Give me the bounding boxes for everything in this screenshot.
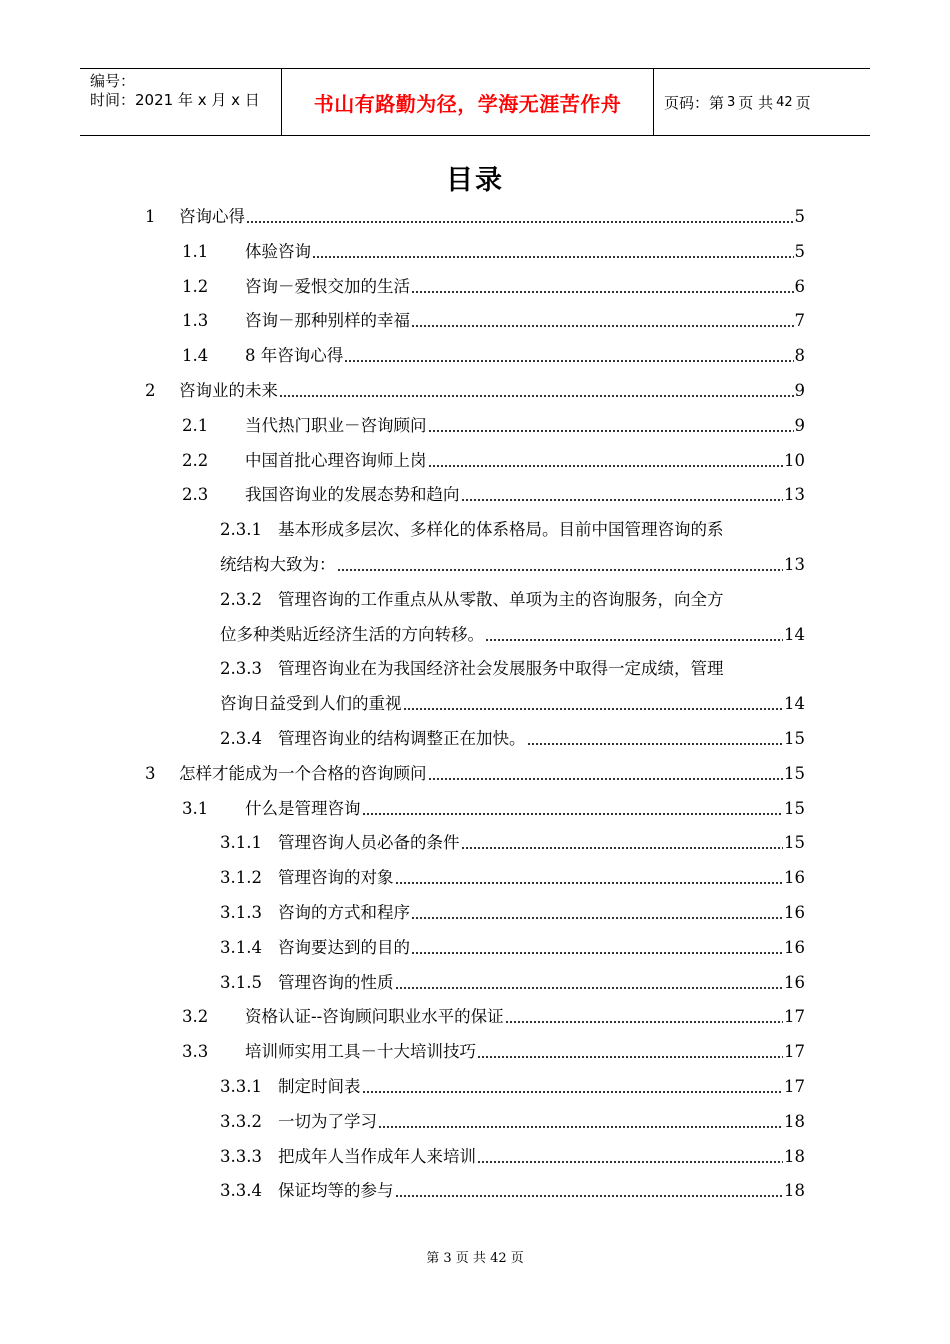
toc-entry-text: 咨询的方式和程序 bbox=[278, 903, 410, 922]
toc-entry-page: 13 bbox=[784, 555, 805, 574]
toc-entry[interactable] bbox=[182, 343, 805, 369]
footer-prefix: 第 bbox=[426, 1251, 440, 1266]
toc-dot-leader bbox=[411, 290, 794, 294]
toc-entry-page: 15 bbox=[784, 833, 805, 853]
toc-entry[interactable] bbox=[145, 761, 805, 787]
toc-entry-number: 2.3.2 bbox=[220, 589, 262, 609]
toc-entry-text: 资格认证--咨询顾问职业水平的保证 bbox=[245, 1007, 504, 1027]
toc-entry-page: 15 bbox=[784, 798, 805, 818]
toc-dot-leader bbox=[246, 220, 794, 224]
toc-entry-page: 5 bbox=[794, 207, 805, 226]
toc-dot-leader bbox=[279, 394, 794, 398]
toc-entry-text: 管理咨询业在为我国经济社会发展服务中取得一定成绩，管理 bbox=[278, 659, 724, 679]
toc-entry-number: 3.3.3 bbox=[220, 1146, 262, 1166]
toc-dot-leader bbox=[378, 1125, 783, 1129]
toc-dot-leader bbox=[428, 429, 794, 433]
toc-entry-number: 1.3 bbox=[182, 311, 209, 331]
toc-entry-page: 5 bbox=[794, 241, 805, 261]
toc-entry-text: 管理咨询业的结构调整正在加快。 bbox=[278, 729, 526, 748]
toc-entry[interactable] bbox=[220, 935, 805, 961]
toc-entry-line1[interactable] bbox=[220, 656, 805, 682]
toc-dot-leader bbox=[395, 986, 784, 990]
toc-entry-page: 10 bbox=[784, 450, 805, 470]
toc-entry-line2[interactable] bbox=[220, 552, 805, 578]
toc-dot-leader bbox=[362, 1090, 784, 1094]
toc-entry-number: 3.1 bbox=[182, 798, 209, 818]
toc-entry-number: 3.1.2 bbox=[220, 868, 262, 888]
toc-entry-number: 1.1 bbox=[182, 241, 209, 261]
toc-entry[interactable] bbox=[220, 830, 805, 856]
toc-entry-page: 14 bbox=[784, 624, 805, 644]
toc-entry-page: 17 bbox=[784, 1007, 805, 1027]
toc-entry[interactable] bbox=[182, 274, 805, 300]
toc-entry-text: 制定时间表 bbox=[278, 1077, 361, 1096]
toc-entry-page: 18 bbox=[784, 1181, 805, 1201]
toc-entry-text: 怎样才能成为一个合格的咨询顾问 bbox=[179, 763, 427, 783]
toc-entry-number: 3.1.4 bbox=[220, 937, 262, 957]
toc-entry[interactable] bbox=[220, 865, 805, 891]
toc-entry-number: 3.3.1 bbox=[220, 1077, 262, 1096]
toc-entry-page: 8 bbox=[794, 346, 805, 366]
toc-entry[interactable] bbox=[182, 482, 805, 508]
toc-entry-number: 2.3 bbox=[182, 485, 209, 505]
header-motto-cell bbox=[282, 69, 654, 135]
toc-entry-text-continued: 位多种类贴近经济生活的方向转移。 bbox=[220, 624, 484, 644]
toc-entry-page: 16 bbox=[784, 868, 805, 888]
toc-dot-leader bbox=[395, 881, 784, 885]
header-page-total: 42 bbox=[776, 94, 793, 110]
toc-entry[interactable] bbox=[182, 448, 805, 474]
toc-entry[interactable] bbox=[182, 1039, 805, 1065]
toc-entry-text: 管理咨询的工作重点从从零散、单项为主的咨询服务，向全方 bbox=[278, 589, 724, 609]
toc-entry[interactable] bbox=[182, 413, 805, 439]
toc-entry-text: 把成年人当作成年人来培训 bbox=[278, 1146, 476, 1166]
toc-entry-page: 15 bbox=[784, 763, 805, 783]
toc-entry-text: 管理咨询的性质 bbox=[278, 972, 394, 992]
footer-suffix: 页 bbox=[510, 1251, 524, 1266]
toc-dot-leader bbox=[411, 324, 794, 328]
toc-entry-page: 17 bbox=[784, 1077, 805, 1096]
toc-entry-page: 9 bbox=[794, 381, 805, 400]
toc-entry-page: 16 bbox=[784, 937, 805, 957]
toc-entry-page: 18 bbox=[784, 1111, 805, 1131]
toc-entry-text: 一切为了学习 bbox=[278, 1111, 377, 1131]
page-header bbox=[80, 68, 870, 136]
toc-dot-leader bbox=[477, 1160, 783, 1164]
toc-entry-page: 16 bbox=[784, 903, 805, 922]
toc-entry-text: 咨询要达到的目的 bbox=[278, 937, 410, 957]
toc-dot-leader bbox=[337, 568, 784, 572]
toc-entry-number: 2.3.1 bbox=[220, 520, 262, 540]
toc-entry[interactable] bbox=[182, 308, 805, 334]
toc-dot-leader bbox=[485, 638, 783, 642]
toc-entry-number: 2.2 bbox=[182, 450, 209, 470]
toc-dot-leader bbox=[344, 359, 793, 363]
toc-entry-number: 2.3.4 bbox=[220, 729, 262, 748]
toc-entry[interactable] bbox=[182, 1004, 805, 1030]
header-page-current: 3 bbox=[727, 94, 736, 110]
header-page-mid: 页 共 bbox=[738, 93, 774, 112]
toc-dot-leader bbox=[461, 498, 784, 502]
toc-entry-number: 1 bbox=[145, 207, 156, 226]
toc-entry[interactable] bbox=[182, 239, 805, 265]
toc-dot-leader bbox=[477, 1055, 783, 1059]
toc-entry-page: 7 bbox=[794, 311, 805, 331]
toc-entry-text: 管理咨询的对象 bbox=[278, 868, 394, 888]
toc-entry-text: 培训师实用工具－十大培训技巧 bbox=[245, 1042, 476, 1062]
toc-entry-text: 8 年咨询心得 bbox=[245, 346, 344, 366]
toc-entry-line2[interactable] bbox=[220, 691, 805, 717]
toc-entry-line1[interactable] bbox=[220, 517, 805, 543]
toc-entry[interactable] bbox=[220, 1178, 805, 1204]
toc-dot-leader bbox=[527, 742, 784, 746]
toc-entry-text: 当代热门职业－咨询顾问 bbox=[245, 415, 427, 435]
toc-dot-leader bbox=[411, 951, 783, 955]
toc-entry-number: 2.1 bbox=[182, 415, 209, 435]
toc-entry-text: 体验咨询 bbox=[245, 241, 311, 261]
toc-entry-number: 3.2 bbox=[182, 1007, 209, 1027]
footer-total: 42 bbox=[490, 1251, 507, 1266]
toc-entry-text: 管理咨询人员必备的条件 bbox=[278, 833, 460, 853]
toc-entry-text: 咨询心得 bbox=[179, 207, 245, 226]
toc-entry-page: 9 bbox=[794, 415, 805, 435]
toc-entry[interactable] bbox=[220, 726, 805, 752]
toc-entry-text: 中国首批心理咨询师上岗 bbox=[245, 450, 427, 470]
toc-entry-number: 2 bbox=[145, 381, 156, 400]
toc-entry-text-continued: 咨询日益受到人们的重视 bbox=[220, 694, 402, 714]
toc-entry-page: 18 bbox=[784, 1146, 805, 1166]
toc-entry-page: 17 bbox=[784, 1042, 805, 1062]
toc-entry-line1[interactable] bbox=[220, 587, 805, 613]
toc-entry-text: 咨询业的未来 bbox=[179, 381, 278, 400]
toc-entry[interactable] bbox=[182, 796, 805, 822]
header-time-label: 时间：2021 年 x 月 x 日 bbox=[90, 91, 260, 109]
page-footer bbox=[0, 1247, 950, 1266]
toc-entry[interactable] bbox=[220, 1144, 805, 1170]
toc-entry-text: 什么是管理咨询 bbox=[245, 798, 361, 818]
toc-entry-text: 基本形成多层次、多样化的体系格局。目前中国管理咨询的系 bbox=[278, 520, 724, 540]
header-page-info bbox=[654, 69, 870, 135]
header-page-prefix: 页码：第 bbox=[664, 93, 725, 112]
toc-entry-text-continued: 统结构大致为： bbox=[220, 555, 336, 574]
toc-dot-leader bbox=[312, 255, 794, 259]
toc-dot-leader bbox=[411, 916, 783, 920]
header-page-suffix: 页 bbox=[795, 93, 811, 112]
toc-entry-number: 2.3.3 bbox=[220, 659, 262, 679]
toc-entry-number: 1.2 bbox=[182, 276, 209, 296]
toc-dot-leader bbox=[403, 707, 784, 711]
header-number-label: 编号： bbox=[90, 72, 136, 90]
toc-entry-number: 3.3 bbox=[182, 1042, 209, 1062]
toc-entry-number: 3.1.5 bbox=[220, 972, 262, 992]
toc-entry-number: 3.3.4 bbox=[220, 1181, 262, 1201]
toc-entry-number: 3.3.2 bbox=[220, 1111, 262, 1131]
toc-entry-page: 15 bbox=[784, 729, 805, 748]
footer-current: 3 bbox=[443, 1251, 452, 1266]
toc-entry-text: 咨询－爱恨交加的生活 bbox=[245, 276, 410, 296]
toc-entry-page: 6 bbox=[794, 276, 805, 296]
toc-entry[interactable] bbox=[220, 1109, 805, 1135]
toc-dot-leader bbox=[461, 846, 784, 850]
toc-entry[interactable] bbox=[145, 204, 805, 230]
toc-entry[interactable] bbox=[220, 970, 805, 996]
toc-entry-number: 3 bbox=[145, 763, 156, 783]
toc-entry[interactable] bbox=[220, 900, 805, 926]
toc-dot-leader bbox=[362, 812, 784, 816]
footer-mid: 页 共 bbox=[455, 1251, 486, 1266]
toc-dot-leader bbox=[428, 777, 784, 781]
toc-entry-number: 1.4 bbox=[182, 346, 209, 366]
toc-entry-text: 我国咨询业的发展态势和趋向 bbox=[245, 485, 460, 505]
toc-entry-page: 13 bbox=[784, 485, 805, 505]
toc-dot-leader bbox=[505, 1020, 783, 1024]
toc-entry[interactable] bbox=[220, 1074, 805, 1100]
toc-entry-page: 16 bbox=[784, 972, 805, 992]
header-meta bbox=[80, 69, 282, 135]
header-motto: 书山有路勤为径，学海无涯苦作舟 bbox=[313, 91, 622, 116]
toc-entry-number: 3.1.1 bbox=[220, 833, 262, 853]
toc-dot-leader bbox=[395, 1194, 784, 1198]
toc-entry[interactable] bbox=[145, 378, 805, 404]
toc-dot-leader bbox=[428, 464, 784, 468]
toc-entry-page: 14 bbox=[784, 694, 805, 714]
toc-entry-number: 3.1.3 bbox=[220, 903, 262, 922]
toc-entry-line2[interactable] bbox=[220, 622, 805, 648]
toc-title: 目录 bbox=[446, 165, 504, 196]
toc-entry-text: 咨询－那种别样的幸福 bbox=[245, 311, 410, 331]
toc-entry-text: 保证均等的参与 bbox=[278, 1181, 394, 1201]
